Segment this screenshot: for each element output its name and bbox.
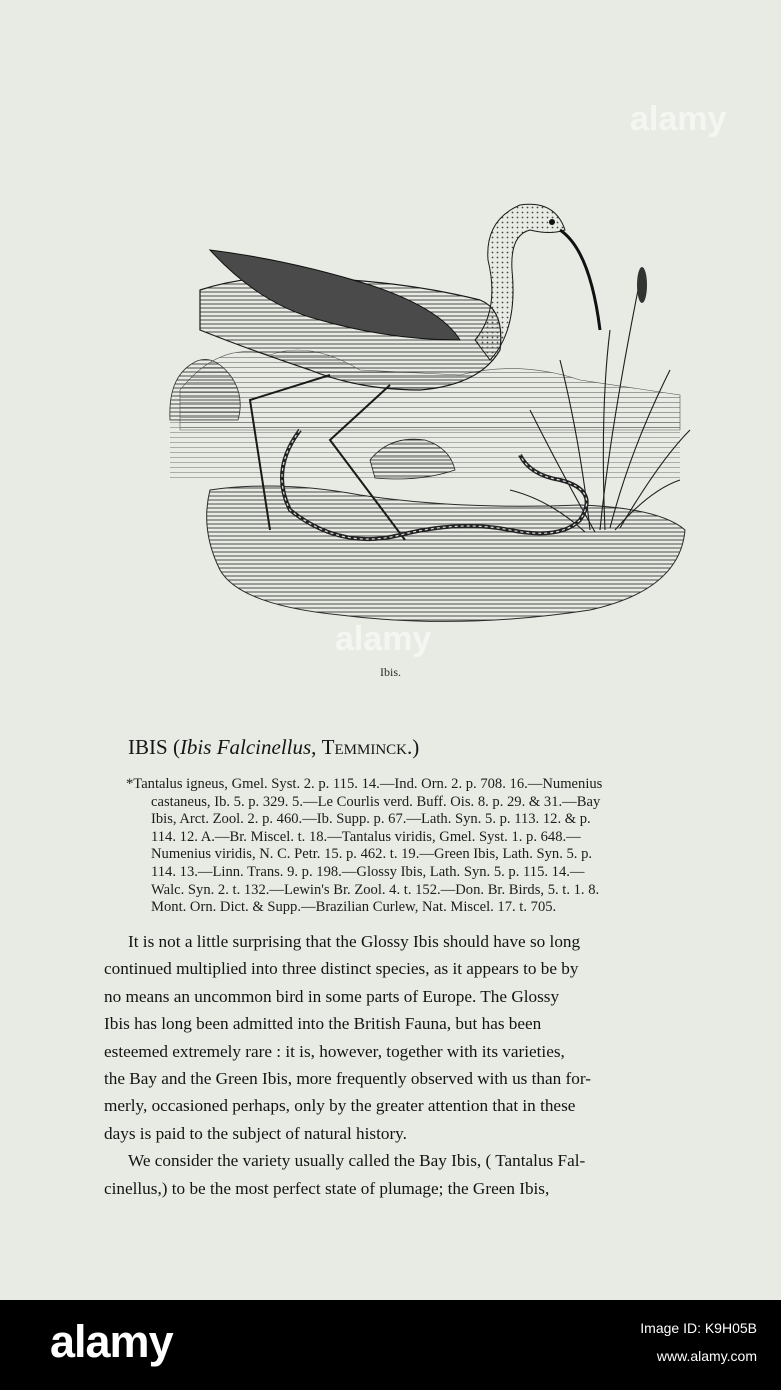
body-line: no means an uncommon bird in some parts of Europe. The Glossy (104, 986, 560, 1006)
synonymy-line: Mont. Orn. Dict. & Supp.—Brazilian Curlew, Nat. Miscel. 17. t. 705. (151, 899, 557, 916)
body-line: It is not a little surprising that the Glossy Ibis should have so long (128, 932, 581, 951)
heading-authority: Temminck. (321, 735, 413, 759)
synonymy-line: castaneus, Ib. 5. p. 329. 5.—Le Courlis verd. Buff. Ois. 8. p. 29. & 31.—Bay (151, 793, 601, 810)
bulrush-head (637, 267, 647, 303)
body-line: days is paid to the subject of natural history. (104, 1123, 407, 1143)
synonymy-line: 114. 13.—Linn. Trans. 9. p. 198.—Glossy Ibis, Lath. Syn. 5. p. 115. 14.— (151, 863, 585, 880)
figure-caption: Ibis. (380, 665, 401, 679)
ground (207, 486, 685, 621)
body-text (104, 928, 744, 1202)
synonymy-line: Numenius viridis, N. C. Petr. 15. p. 462. t. 19.—Green Ibis, Lath. Syn. 5. p. (151, 846, 593, 863)
body-line: merly, occasioned perhaps, only by the greater attention that in these (104, 1096, 576, 1116)
body-line: esteemed extremely rare : it is, however, together with its varieties, (104, 1041, 565, 1061)
body-line: cinellus,) to be the most perfect state of plumage; the Green Ibis, (104, 1178, 550, 1198)
brand-logo: alamy (50, 1316, 173, 1367)
ibis-bill (560, 230, 600, 330)
watermark-overlay: alamy (630, 100, 727, 138)
synonymy-line: *Tantalus igneus, Gmel. Syst. 2. p. 115. 14.—Ind. Orn. 2. p. 708. 16.—Numenius (126, 776, 603, 792)
ibis-eye (549, 219, 555, 225)
ibis-neck (475, 204, 565, 360)
body-line: continued multiplied into three distinct species, as it appears to be by (104, 959, 579, 979)
synonymy-line: 114. 12. A.—Br. Miscel. t. 18.—Tantalus viridis, Gmel. Syst. 1. p. 648.— (151, 828, 581, 845)
heading-binomial: Ibis Falcinellus (179, 735, 312, 759)
body-line: We consider the variety usually called the Bay Ibis, ( Tantalus Fal- (128, 1151, 586, 1171)
synonymy-list (126, 776, 743, 917)
watermark-overlay: alamy (335, 620, 432, 658)
section-heading: IBIS (Ibis Falcinellus, Temminck.) (128, 735, 420, 759)
heading-name: IBIS (128, 735, 168, 759)
site-url: www.alamy.com (656, 1348, 757, 1364)
ibis-engraving-illustration (160, 190, 700, 640)
body-line: the Bay and the Green Ibis, more frequently observed with us than for- (104, 1069, 591, 1089)
synonymy-line: Walc. Syn. 2. t. 132.—Lewin's Br. Zool. 4. t. 152.—Don. Br. Birds, 5. t. 1. 8. (151, 881, 600, 898)
image-id-label: Image ID: K9H05B (640, 1320, 757, 1336)
synonymy-line: Ibis, Arct. Zool. 2. p. 460.—Ib. Supp. p. 67.—Lath. Syn. 5. p. 113. 12. & p. (151, 811, 591, 828)
body-line: Ibis has long been admitted into the British Fauna, but has been (104, 1014, 542, 1034)
